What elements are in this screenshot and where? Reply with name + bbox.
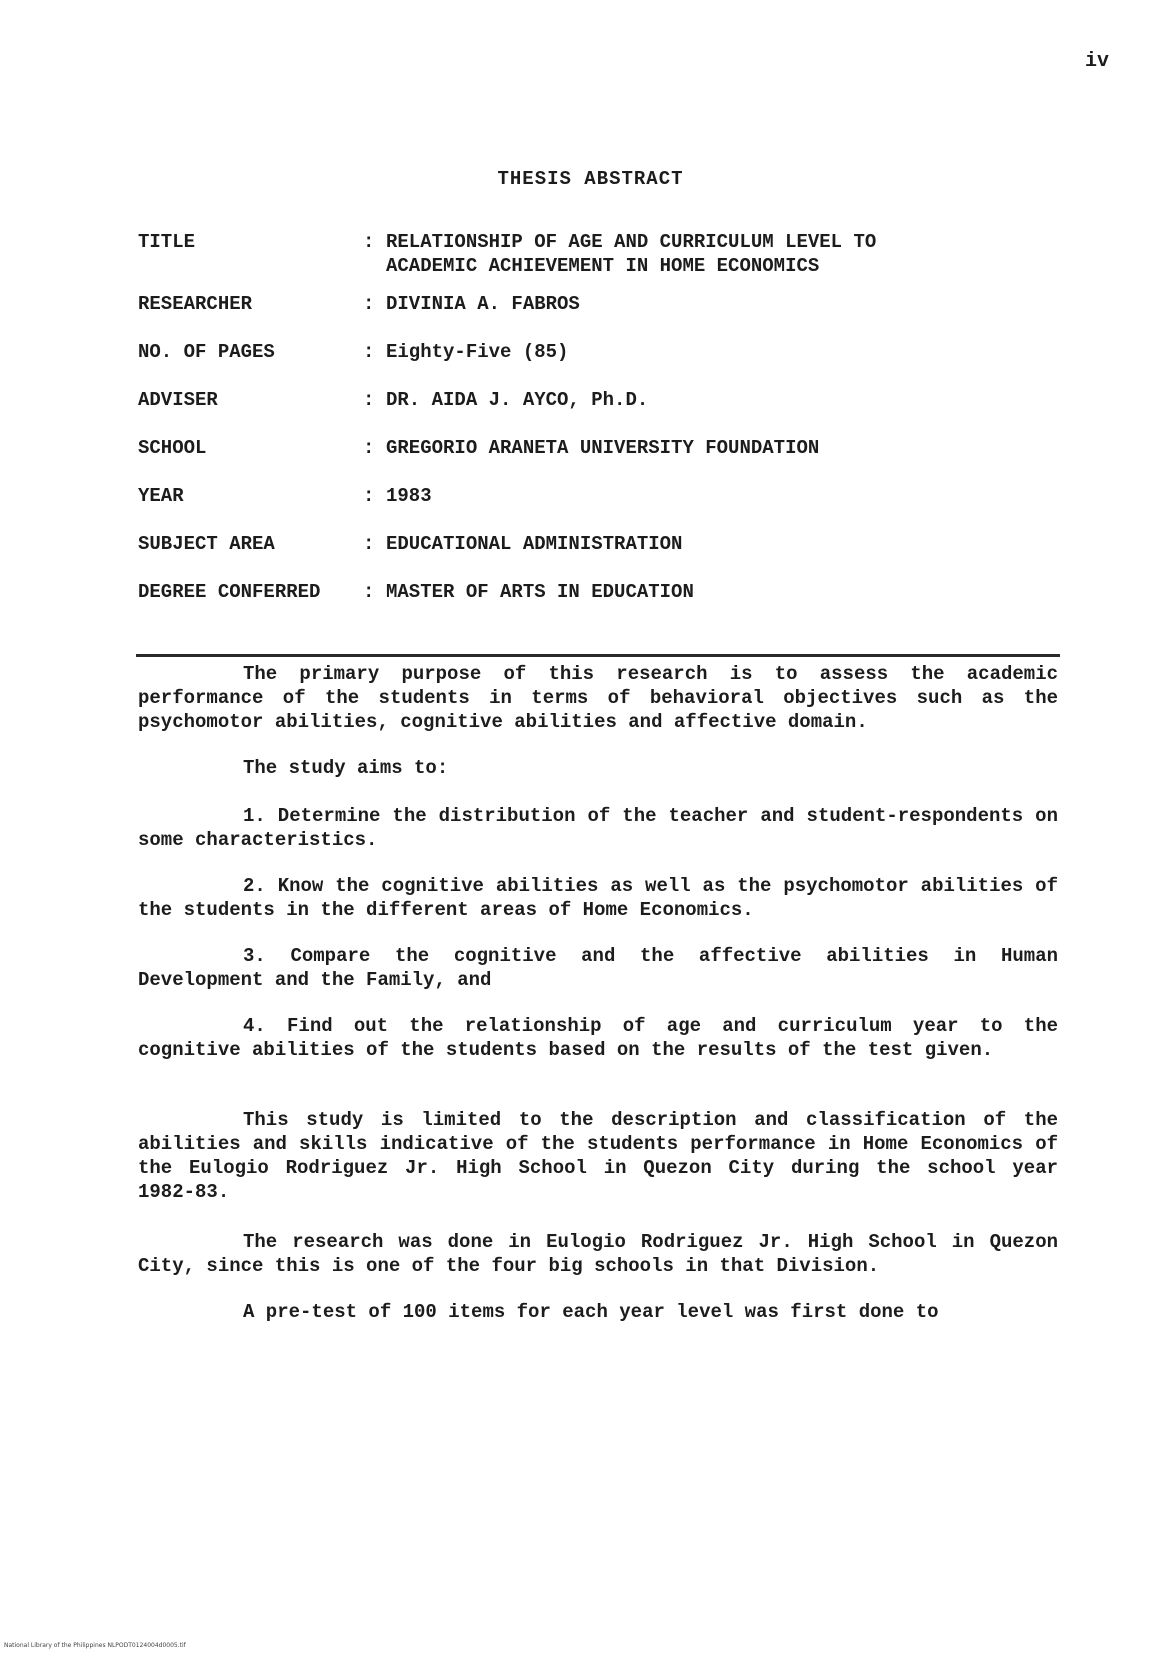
scan-footer: National Library of the Philippines NLPODT0124004d0005.tif [4, 1642, 186, 1649]
meta-colon: : [363, 533, 375, 555]
meta-label: NO. OF PAGES [138, 341, 275, 363]
aim-item-1: 1. Determine the distribution of the teacher and student-respondents on some characteristics. [138, 805, 1058, 851]
meta-colon: : [363, 485, 375, 507]
aim-item-3: 3. Compare the cognitive and the affective abilities in Human Development and the Family, and [138, 945, 1058, 991]
meta-value: DIVINIA A. FABROS [386, 293, 580, 315]
meta-label: DEGREE CONFERRED [138, 581, 321, 603]
meta-colon: : [363, 389, 375, 411]
aim-item-2: 2. Know the cognitive abilities as well as the psychomotor abilities of the students in the different areas of Home Economics. [138, 875, 1058, 921]
horizontal-rule [136, 654, 1060, 657]
meta-label: ADVISER [138, 389, 218, 411]
meta-label: RESEARCHER [138, 293, 253, 315]
page-number: iv [1085, 50, 1110, 73]
meta-colon: : [363, 341, 375, 363]
paragraph-pretest: A pre-test of 100 items for each year level was first done to [243, 1301, 939, 1323]
meta-colon: : [363, 437, 375, 459]
meta-value: DR. AIDA J. AYCO, Ph.D. [386, 389, 649, 411]
meta-colon: : [363, 581, 375, 603]
meta-value: 1983 [386, 485, 432, 507]
paragraph-purpose: The primary purpose of this research is to assess the academic performance of the students in terms of behavioral objectives such as the psychomotor abilities, cognitive abilities and affective domain. [138, 663, 1058, 733]
meta-colon: : [363, 293, 375, 315]
meta-value: GREGORIO ARANETA UNIVERSITY FOUNDATION [386, 437, 820, 459]
meta-label: TITLE [138, 231, 196, 253]
paragraph-scope: This study is limited to the description and classification of the abilities and skills indicative of the students performance in Home Economics of the Eulogio Rodriguez Jr. High School in Quezon City during the school year 1982-83. [138, 1109, 1058, 1203]
meta-value: RELATIONSHIP OF AGE AND CURRICULUM LEVEL TO ACADEMIC ACHIEVEMENT IN HOME ECONOMICS [386, 231, 877, 277]
paragraph-locale: The research was done in Eulogio Rodriguez Jr. High School in Quezon City, since this is one of the four big schools in that Division. [138, 1231, 1058, 1277]
document-title: THESIS ABSTRACT [497, 168, 684, 190]
meta-colon: : [363, 231, 375, 253]
meta-value: Eighty-Five (85) [386, 341, 569, 363]
meta-label: YEAR [138, 485, 184, 507]
meta-value: EDUCATIONAL ADMINISTRATION [386, 533, 683, 555]
meta-label: SCHOOL [138, 437, 207, 459]
meta-value: MASTER OF ARTS IN EDUCATION [386, 581, 694, 603]
paragraph-aims-intro: The study aims to: [243, 757, 449, 779]
aim-item-4: 4. Find out the relationship of age and curriculum year to the cognitive abilities of the students based on the results of the test given. [138, 1015, 1058, 1061]
meta-label: SUBJECT AREA [138, 533, 275, 555]
